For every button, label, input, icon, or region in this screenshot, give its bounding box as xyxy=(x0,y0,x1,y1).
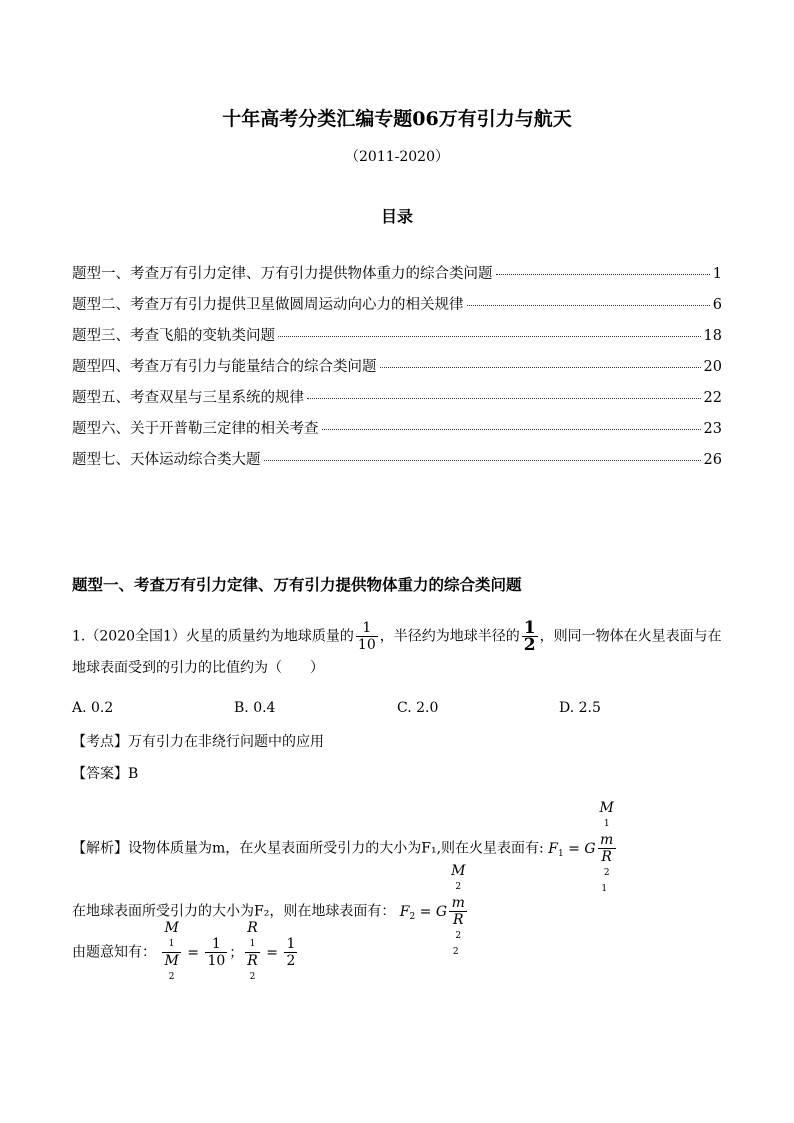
document-title: 十年高考分类汇编专题06万有引力与航天 xyxy=(222,108,572,130)
toc-entry-label: 题型七、天体运动综合类大题 xyxy=(72,452,261,468)
explanation-text-2: 在地球表面所受引力的大小为F₂，则在地球表面有： xyxy=(72,903,396,920)
toc-entry-page: 6 xyxy=(712,297,722,313)
toc-entry[interactable] xyxy=(72,448,722,479)
daan-label: 【答案】 xyxy=(72,766,128,782)
question-text-part3: ，则同一物体在火星表面与在地球表面受到的引力的比值约为（ ） xyxy=(72,628,722,676)
option-d[interactable]: D. 2.5 xyxy=(559,700,601,716)
toc-entry[interactable] xyxy=(72,262,722,293)
toc-entry[interactable] xyxy=(72,386,722,417)
toc-leader-dots xyxy=(278,336,701,337)
toc-entry[interactable] xyxy=(72,417,722,448)
formula-f2: $F_2 = G$ M 2 m R 2 2 xyxy=(399,863,466,957)
fraction-denominator: 10 xyxy=(357,637,376,653)
table-of-contents xyxy=(72,262,722,479)
toc-heading: 目录 xyxy=(380,207,413,226)
toc-entry-label: 题型四、考查万有引力与能量结合的综合类问题 xyxy=(72,359,377,375)
option-c[interactable]: C. 2.0 xyxy=(397,700,439,716)
explanation-text-3: 由题意知有： xyxy=(72,944,156,961)
fraction-numerator: 1 xyxy=(523,618,536,638)
toc-leader-dots xyxy=(307,398,701,399)
jiexi-text: 设物体质量为m，在火星表面所受引力的大小为F₁,则在火星表面有: xyxy=(128,840,544,857)
daan-line xyxy=(72,763,138,783)
option-b[interactable]: B. 0.4 xyxy=(234,700,276,716)
toc-entry[interactable] xyxy=(72,355,722,386)
toc-entry-page: 23 xyxy=(703,421,722,437)
toc-entry-label: 题型二、考查万有引力提供卫星做圆周运动向心力的相关规律 xyxy=(72,297,464,313)
toc-entry-page: 20 xyxy=(703,359,722,375)
question-1 xyxy=(72,620,722,683)
fraction-numerator: 1 xyxy=(356,620,378,637)
toc-entry-label: 题型三、考查飞船的变轨类问题 xyxy=(72,328,275,344)
toc-entry-page: 18 xyxy=(703,328,722,344)
fraction-one-half xyxy=(522,620,538,653)
daan-text: B xyxy=(128,766,139,782)
jiexi-label: 【解析】 xyxy=(72,840,128,857)
fraction-denominator: 2 xyxy=(523,635,536,655)
toc-leader-dots xyxy=(496,274,710,275)
fraction-one-tenth xyxy=(356,620,378,653)
year-range: （2011-2020） xyxy=(345,149,449,165)
question-text-part1: 1.（2020全国1）火星的质量约为地球质量的 xyxy=(72,628,354,645)
explanation-line-3 xyxy=(72,920,299,985)
question-text-part2: ，半径约为地球半径的 xyxy=(379,628,520,645)
kaodian-text: 万有引力在非绕行问题中的应用 xyxy=(128,734,324,750)
kaodian-label: 【考点】 xyxy=(72,734,128,750)
toc-leader-dots xyxy=(380,367,701,368)
option-a[interactable]: A. 0.2 xyxy=(72,700,114,716)
toc-entry-label: 题型一、考查万有引力定律、万有引力提供物体重力的综合类问题 xyxy=(72,266,493,282)
toc-entry-page: 22 xyxy=(703,390,722,406)
toc-entry[interactable] xyxy=(72,293,722,324)
toc-entry-page: 26 xyxy=(703,452,722,468)
toc-entry-label: 题型六、关于开普勒三定律的相关考查 xyxy=(72,421,319,437)
toc-leader-dots xyxy=(467,305,710,306)
toc-entry-page: 1 xyxy=(712,266,722,282)
toc-entry[interactable] xyxy=(72,324,722,355)
toc-leader-dots xyxy=(322,429,701,430)
kaodian-line xyxy=(72,731,324,751)
toc-entry-label: 题型五、考查双星与三星系统的规律 xyxy=(72,390,304,406)
formula-ratios: M 1 M 2 = $\frac{1}{10}$ ； R 1 R 2 = $\frac{1}{2}$ xyxy=(164,920,296,982)
toc-leader-dots xyxy=(264,460,701,461)
section-heading: 题型一、考查万有引力定律、万有引力提供物体重力的综合类问题 xyxy=(72,575,522,594)
formula-f1: $F_1 = G$ M 1 m R 2 1 xyxy=(548,800,614,894)
